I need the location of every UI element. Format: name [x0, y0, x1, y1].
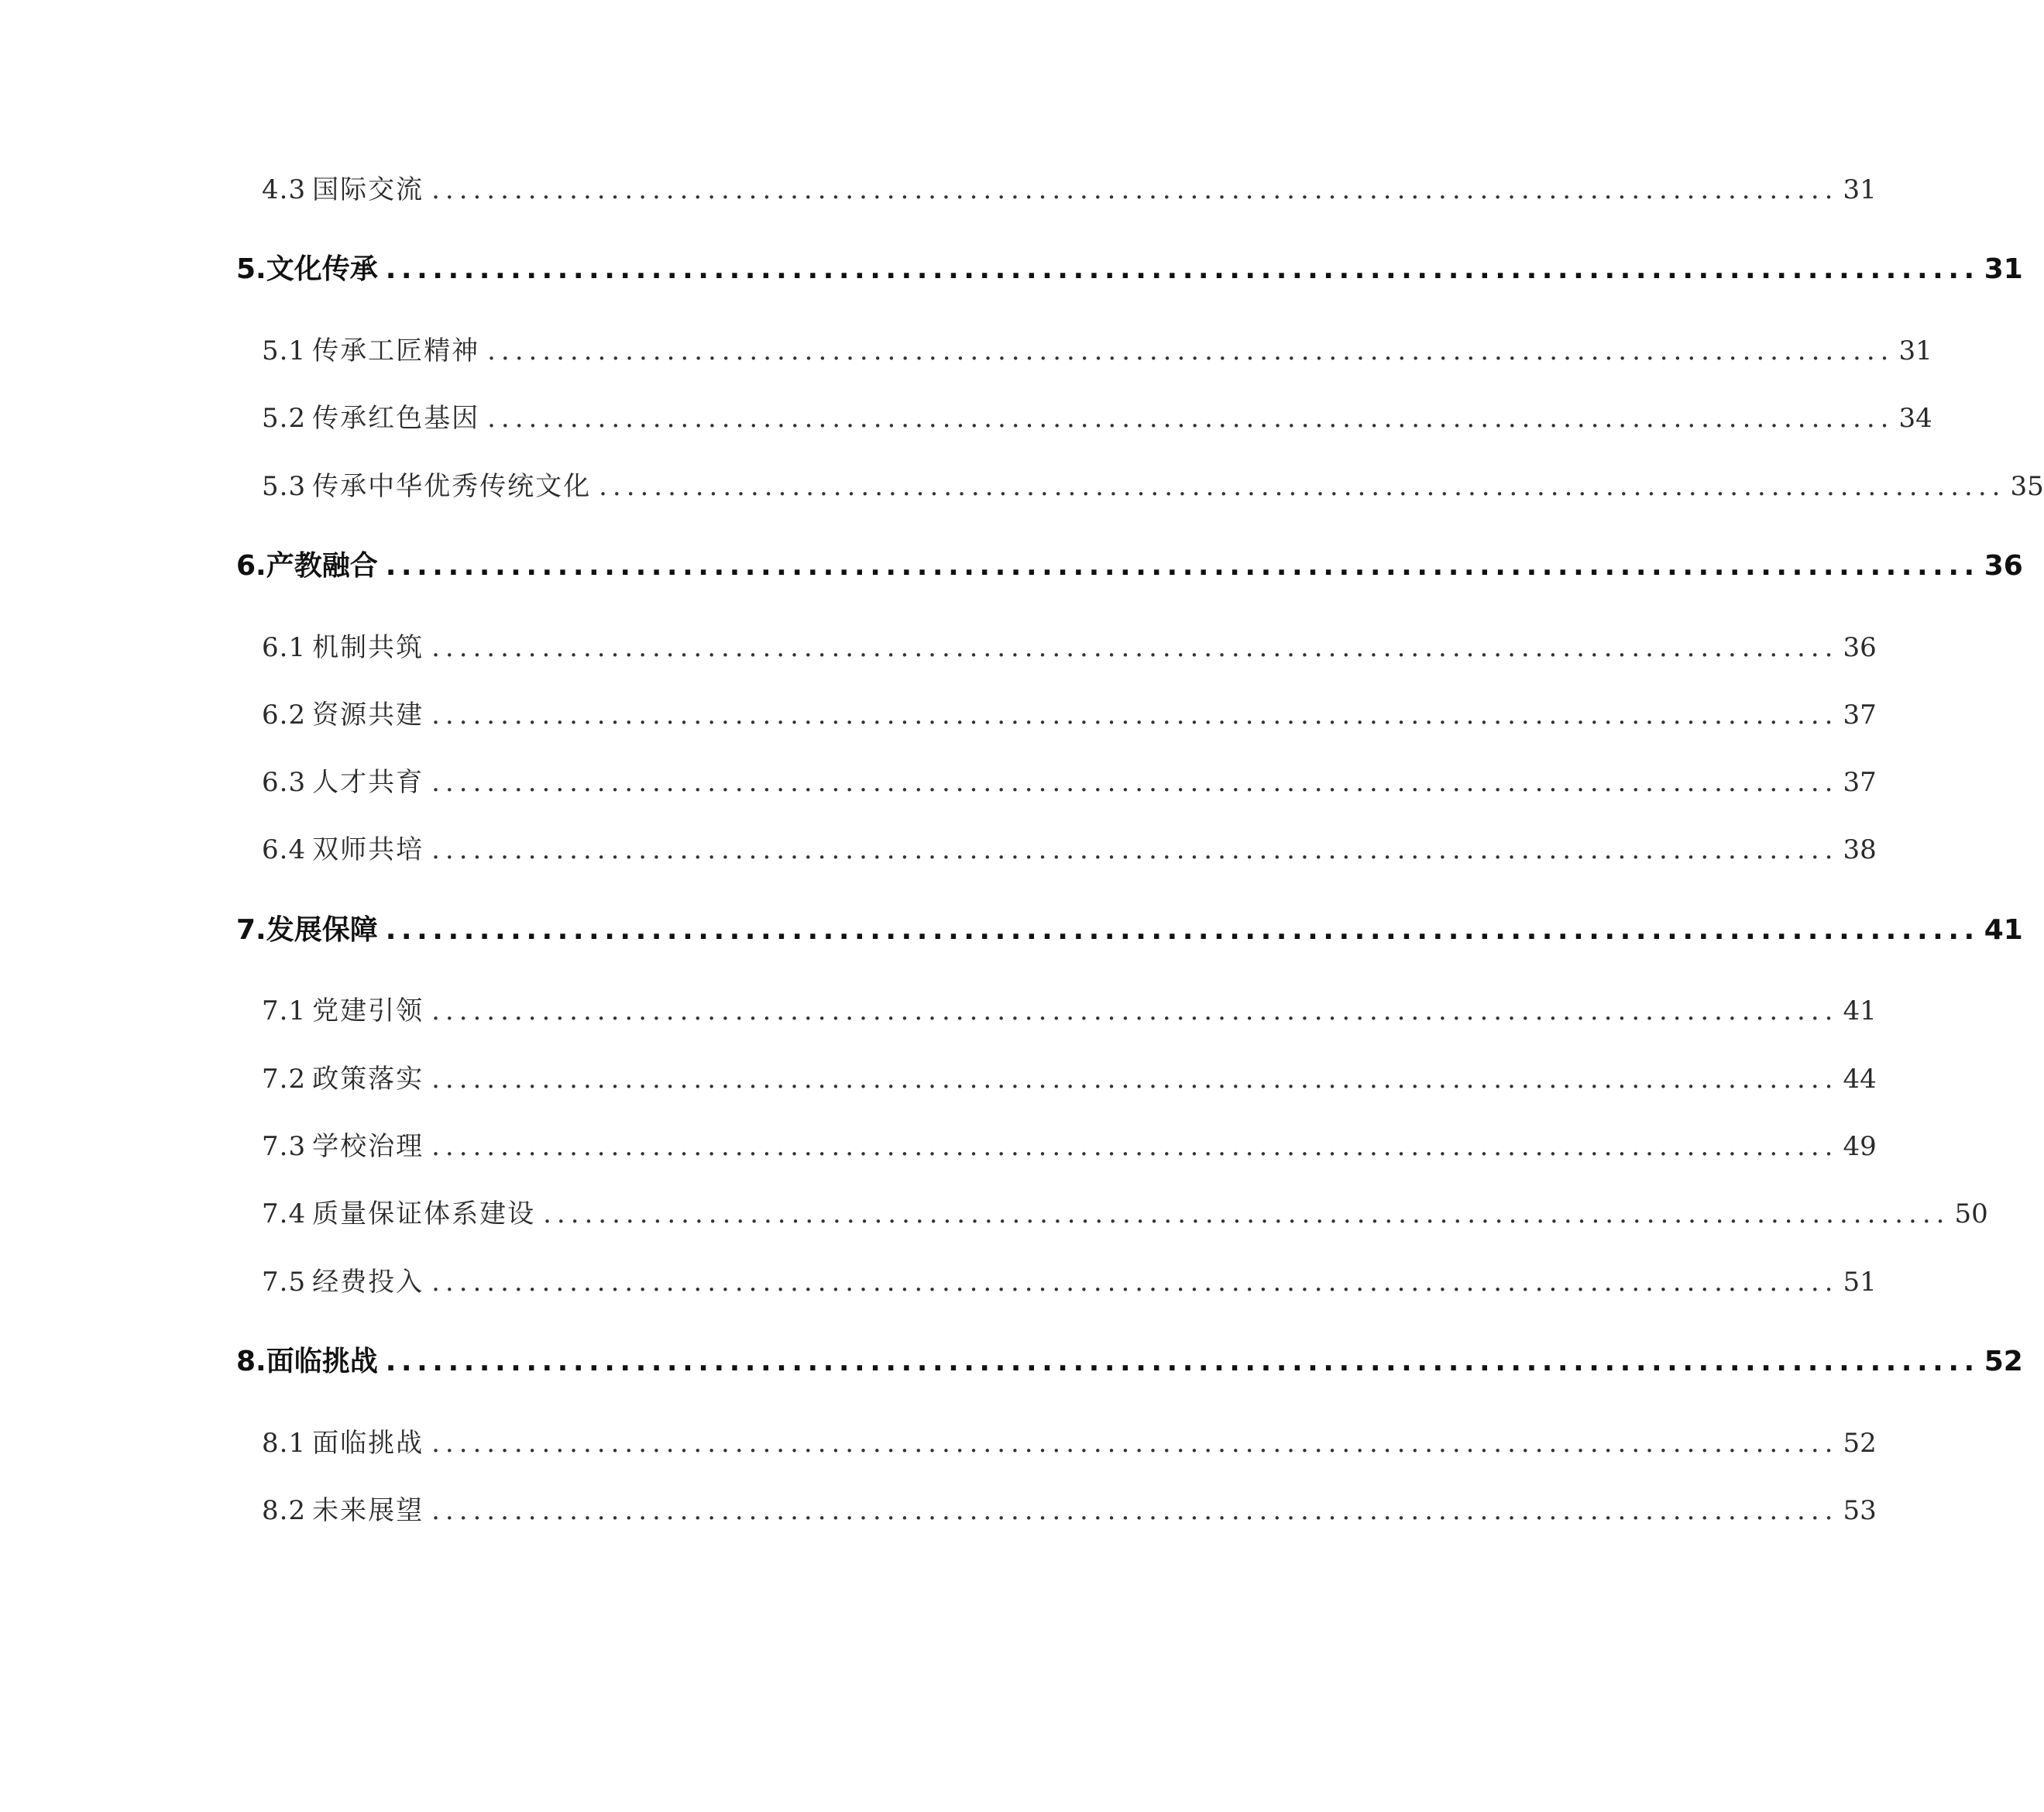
entry-title: 产教融合: [266, 550, 378, 582]
entry-page-number: 37: [1843, 700, 1877, 731]
entry-page-number: 31: [1984, 253, 2023, 285]
toc-entry-7[interactable]: [236, 911, 2023, 950]
dot-leader: ......................................................................................................: [487, 403, 1895, 434]
entry-title: 党建引领: [312, 995, 424, 1026]
entry-number: 5.1: [262, 335, 307, 366]
toc-entry-8[interactable]: [236, 1343, 2023, 1381]
entry-title: 经费投入: [312, 1267, 424, 1298]
dot-leader: ......................................................................................................: [487, 335, 1895, 366]
toc-entry-7-2[interactable]: [262, 1060, 1877, 1099]
toc-entry-7-1[interactable]: [262, 992, 1877, 1030]
toc-entry-5[interactable]: [236, 250, 2023, 289]
entry-number: 7.3: [262, 1131, 307, 1162]
entry-page-number: 44: [1843, 1064, 1877, 1095]
entry-title: 资源共建: [312, 700, 424, 731]
entry-page-number: 53: [1843, 1495, 1877, 1526]
entry-page-number: 52: [1984, 1346, 2023, 1377]
entry-number: 7.2: [262, 1064, 307, 1095]
toc-entry-6-1[interactable]: [262, 628, 1877, 667]
entry-page-number: 35: [2010, 471, 2044, 502]
dot-leader: ......................................................................................................: [431, 700, 1839, 731]
entry-title: 文化传承: [266, 253, 378, 285]
toc-entry-7-5[interactable]: [262, 1263, 1877, 1301]
entry-page-number: 49: [1843, 1131, 1877, 1162]
dot-leader: ......................................................................................................: [431, 1267, 1839, 1298]
entry-page-number: 31: [1843, 174, 1877, 205]
entry-number: 6.4: [262, 834, 307, 865]
dot-leader: ......................................................................................................: [431, 632, 1839, 663]
entry-page-number: 31: [1898, 335, 1932, 366]
entry-title: 传承红色基因: [312, 403, 480, 434]
entry-title: 政策落实: [312, 1064, 424, 1095]
entry-title: 国际交流: [312, 174, 424, 205]
entry-number: 5.2: [262, 403, 307, 434]
toc-entry-6-2[interactable]: [262, 696, 1877, 734]
dot-leader: ......................................................................................................: [431, 1064, 1839, 1095]
entry-number: 8.: [236, 1346, 266, 1377]
entry-page-number: 37: [1843, 767, 1877, 798]
entry-title: 学校治理: [312, 1131, 424, 1162]
entry-number: 4.3: [262, 174, 307, 205]
toc-entry-4-3[interactable]: [262, 170, 1877, 209]
entry-page-number: 36: [1843, 632, 1877, 663]
dot-leader: ......................................................................................................: [431, 174, 1839, 205]
entry-number: 7.: [236, 914, 266, 946]
toc-entry-6-3[interactable]: [262, 763, 1877, 802]
entry-title: 面临挑战: [312, 1428, 424, 1459]
entry-title: 传承工匠精神: [312, 335, 480, 366]
entry-page-number: 41: [1984, 914, 2023, 946]
dot-leader: ......................................................................................................: [385, 550, 1980, 582]
entry-number: 6.3: [262, 767, 307, 798]
entry-number: 6.1: [262, 632, 307, 663]
entry-number: 5.: [236, 253, 266, 285]
entry-title: 人才共育: [312, 767, 424, 798]
entry-title: 未来展望: [312, 1495, 424, 1526]
entry-title: 质量保证体系建设: [312, 1198, 536, 1229]
dot-leader: ......................................................................................................: [385, 253, 1980, 285]
entry-title: 双师共培: [312, 834, 424, 865]
toc-entry-5-3[interactable]: [262, 467, 2044, 506]
entry-page-number: 50: [1954, 1198, 1988, 1229]
dot-leader: ......................................................................................................: [385, 1346, 1980, 1377]
toc-entry-6[interactable]: [236, 547, 2023, 586]
dot-leader: ......................................................................................................: [431, 995, 1839, 1026]
entry-page-number: 51: [1843, 1267, 1877, 1298]
toc-entry-6-4[interactable]: [262, 830, 1877, 869]
dot-leader: ......................................................................................................: [543, 1198, 1950, 1229]
toc-entry-7-4[interactable]: [262, 1195, 1988, 1233]
toc-entry-8-2[interactable]: [262, 1491, 1877, 1530]
entry-number: 8.2: [262, 1495, 307, 1526]
dot-leader: ......................................................................................................: [431, 767, 1839, 798]
entry-page-number: 41: [1843, 995, 1877, 1026]
dot-leader: ......................................................................................................: [385, 914, 1980, 946]
toc-entry-7-3[interactable]: [262, 1127, 1877, 1166]
entry-title: 发展保障: [266, 914, 378, 946]
toc-entry-5-1[interactable]: [262, 332, 1932, 370]
toc-entry-8-1[interactable]: [262, 1424, 1877, 1463]
entry-page-number: 36: [1984, 550, 2023, 582]
entry-title: 面临挑战: [266, 1346, 378, 1377]
dot-leader: ......................................................................................................: [431, 1131, 1839, 1162]
entry-number: 7.5: [262, 1267, 307, 1298]
entry-number: 6.2: [262, 700, 307, 731]
toc-entry-5-2[interactable]: [262, 399, 1932, 438]
entry-page-number: 38: [1843, 834, 1877, 865]
entry-number: 7.1: [262, 995, 307, 1026]
entry-number: 8.1: [262, 1428, 307, 1459]
entry-page-number: 34: [1898, 403, 1932, 434]
dot-leader: ......................................................................................................: [431, 1428, 1839, 1459]
entry-page-number: 52: [1843, 1428, 1877, 1459]
entry-number: 5.3: [262, 471, 307, 502]
entry-title: 机制共筑: [312, 632, 424, 663]
dot-leader: ......................................................................................................: [431, 834, 1839, 865]
entry-number: 6.: [236, 550, 266, 582]
dot-leader: ......................................................................................................: [431, 1495, 1839, 1526]
entry-number: 7.4: [262, 1198, 307, 1229]
entry-title: 传承中华优秀传统文化: [312, 471, 592, 502]
dot-leader: ......................................................................................................: [599, 471, 2006, 502]
